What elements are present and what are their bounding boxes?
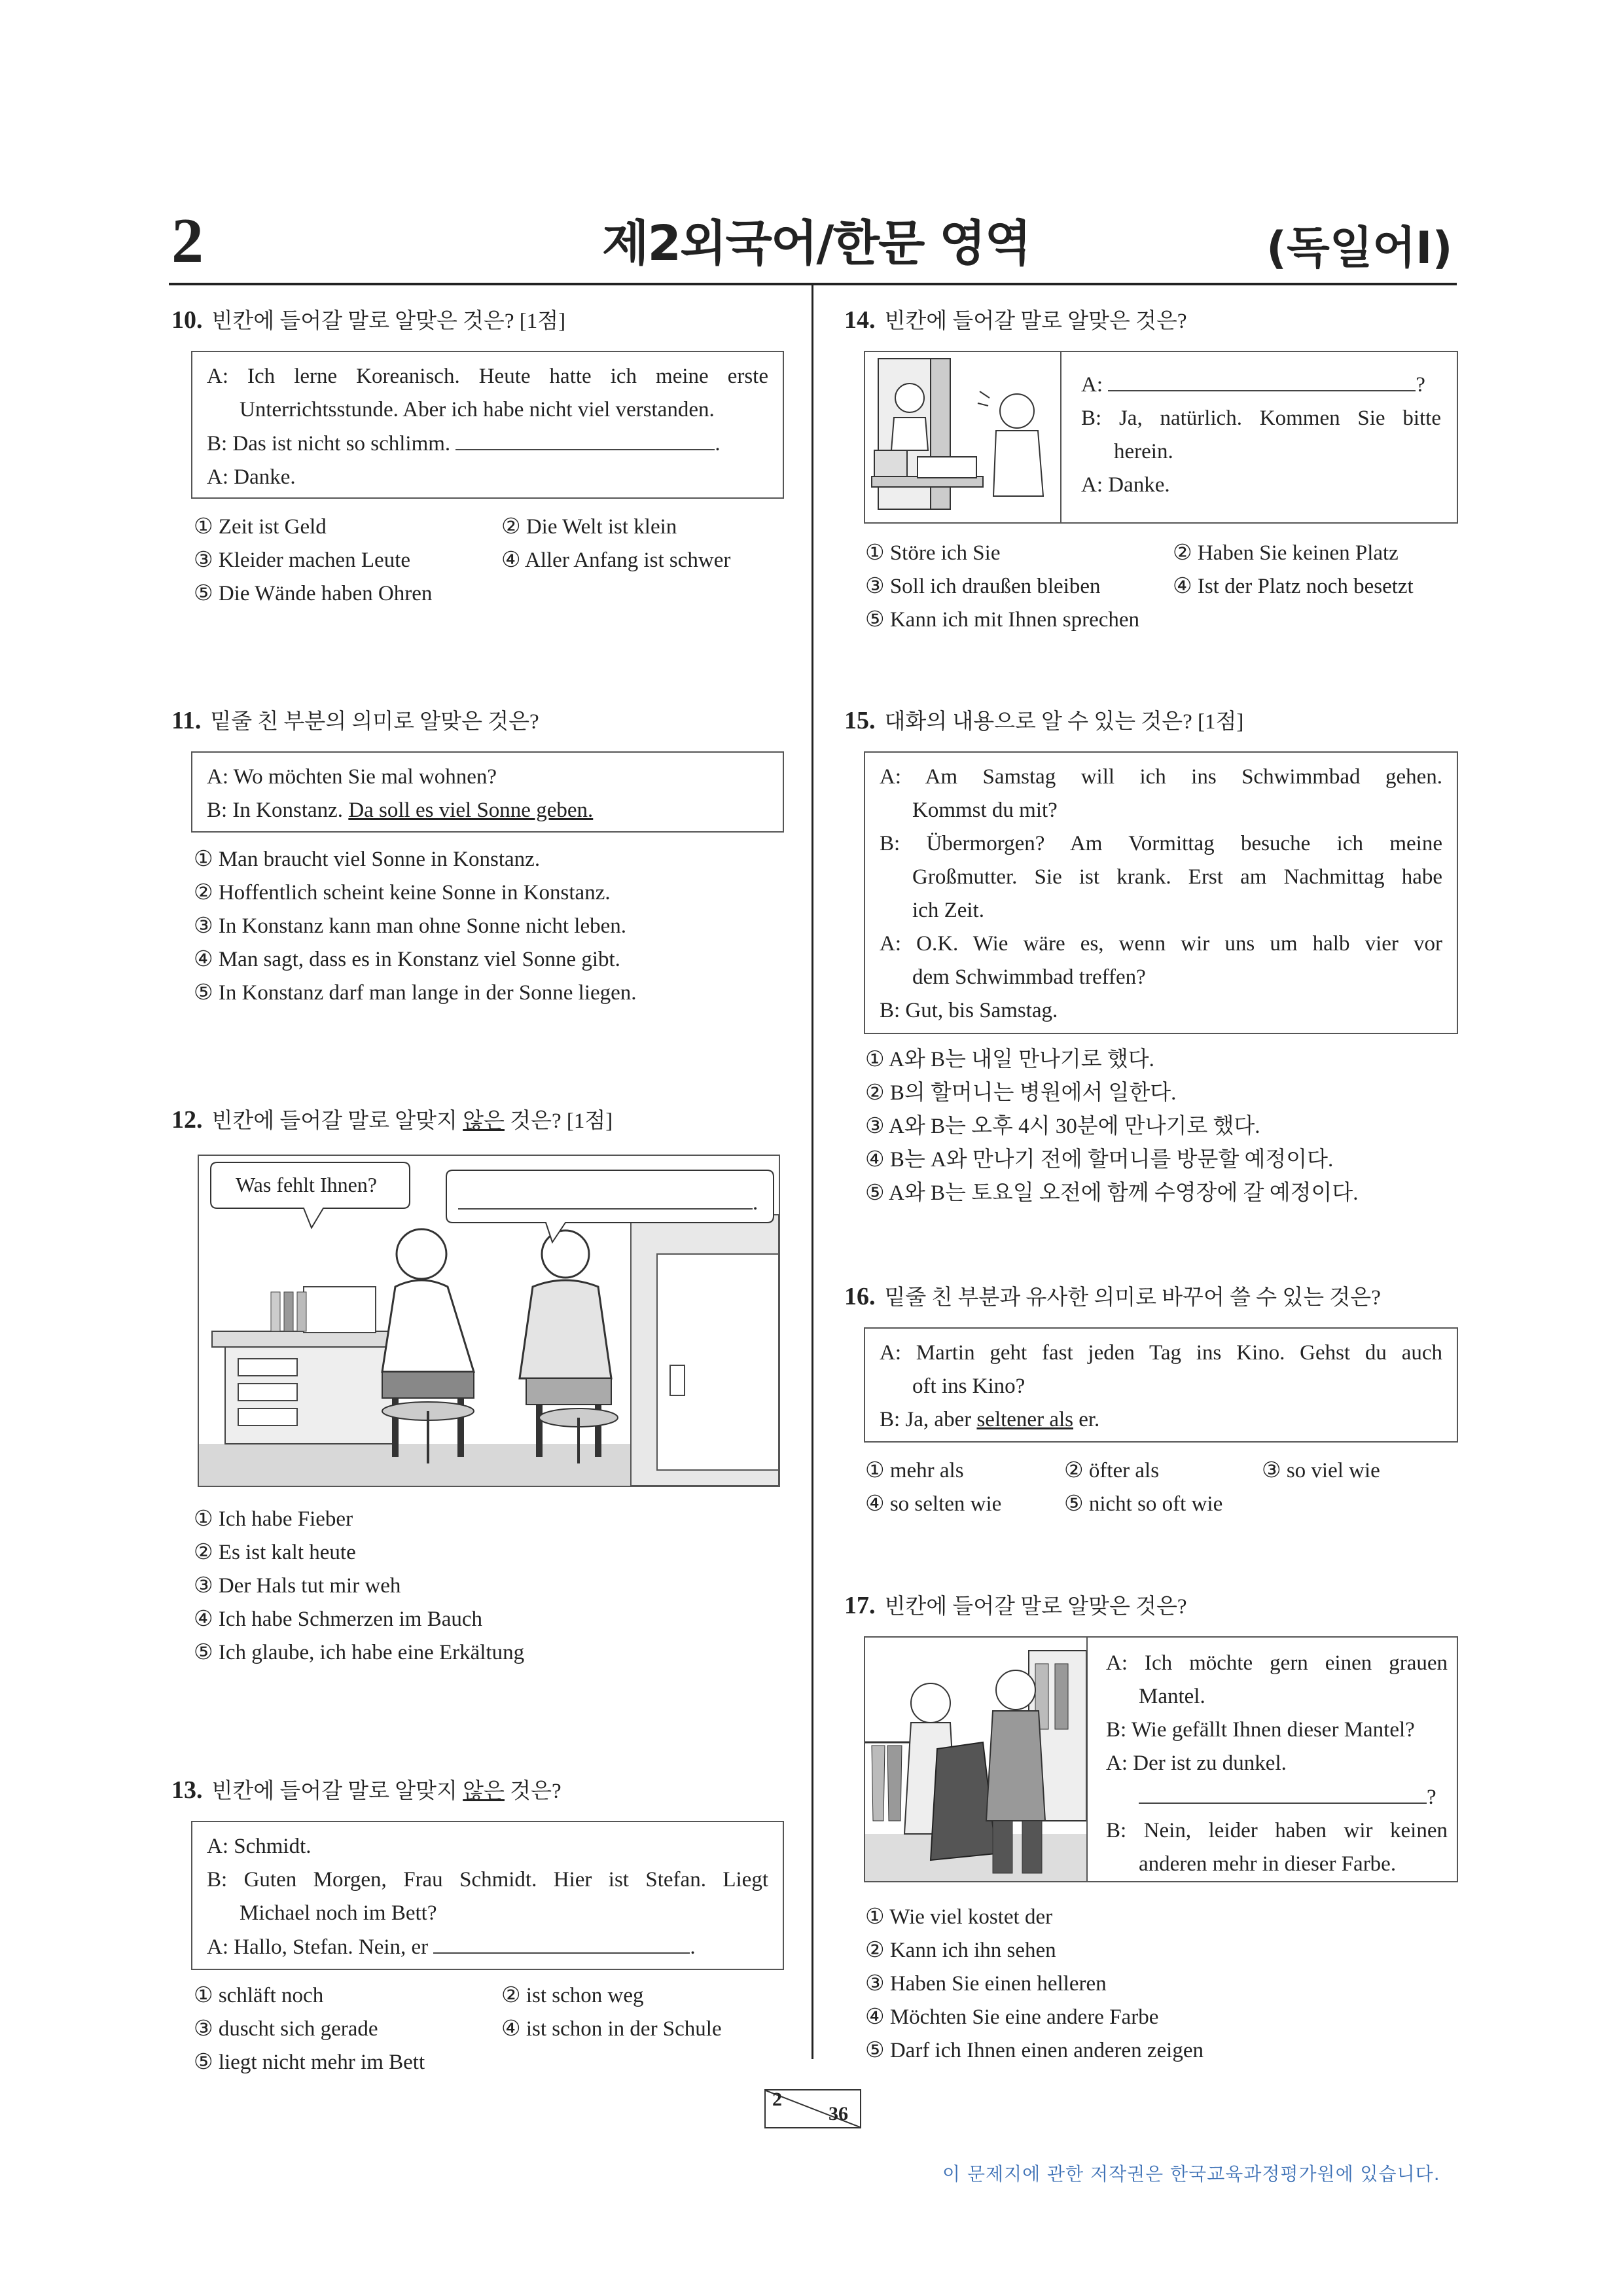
office-visit-drawing (865, 352, 1060, 522)
q17-option-5[interactable]: ⑤ Darf ich Ihnen einen anderen zeigen (865, 2039, 1204, 2062)
page-total: 36 (829, 2103, 848, 2125)
q12-option-2[interactable]: ② Es ist kalt heute (194, 1541, 356, 1564)
q12-option-1[interactable]: ① Ich habe Fieber (194, 1507, 353, 1531)
q14-option-4[interactable]: ④ Ist der Platz noch besetzt (1173, 575, 1414, 598)
q10-option-1[interactable]: ① Zeit ist Geld (194, 515, 327, 539)
q17-blank (1139, 1780, 1427, 1804)
q14-option-5[interactable]: ⑤ Kann ich mit Ihnen sprechen (865, 608, 1140, 632)
q10-option-4[interactable]: ④ Aller Anfang ist schwer (501, 548, 731, 572)
q17-heading: 17. 빈칸에 들어갈 말로 알맞은 것은? (844, 1592, 1187, 1619)
exam-title: 제2외국어/한문 영역 (602, 215, 1031, 272)
page-current: 2 (772, 2089, 782, 2110)
q17-option-4[interactable]: ④ Möchten Sie eine andere Farbe (865, 2005, 1159, 2029)
q15-option-1[interactable]: ① A와 B는 내일 만나기로 했다. (865, 1048, 1154, 1071)
q15-heading: 15. 대화의 내용으로 알 수 있는 것은? [1점] (844, 707, 1244, 734)
q16-heading: 16. 밑줄 친 부분과 유사한 의미로 바꾸어 쓸 수 있는 것은? (844, 1283, 1381, 1310)
q11-dialogue: A: Wo möchten Sie mal wohnen? B: In Konstanz. Da soll es viel Sonne geben. (191, 751, 784, 833)
q13-option-3[interactable]: ③ duscht sich gerade (194, 2017, 378, 2041)
q14-heading: 14. 빈칸에 들어갈 말로 알맞은 것은? (844, 306, 1187, 334)
q13-option-5[interactable]: ⑤ liegt nicht mehr im Bett (194, 2051, 425, 2074)
page-number: 2 (171, 206, 204, 276)
q11-option-2[interactable]: ② Hoffentlich scheint keine Sonne in Konstanz. (194, 881, 611, 905)
q11-option-1[interactable]: ① Man braucht viel Sonne in Konstanz. (194, 848, 541, 871)
q17-illustration-shop (865, 1638, 1088, 1881)
q11-heading: 11. 밑줄 친 부분의 의미로 알맞은 것은? (171, 707, 539, 734)
q10-option-3[interactable]: ③ Kleider machen Leute (194, 548, 411, 572)
q14-option-1[interactable]: ① Störe ich Sie (865, 541, 1001, 565)
q14-dialogue: A: ? B: Ja, natürlich. Kommen Sie bitte herein. A: Danke. (1081, 368, 1441, 502)
q11-option-5[interactable]: ⑤ In Konstanz darf man lange in der Sonne liegen. (194, 981, 637, 1005)
q12-option-5[interactable]: ⑤ Ich glaube, ich habe eine Erkältung (194, 1641, 525, 1664)
q10-blank (455, 427, 715, 450)
q13-option-2[interactable]: ② ist schon weg (501, 1984, 644, 2007)
q16-option-4[interactable]: ④ so selten wie (865, 1492, 1002, 1516)
q12-bubble-patient: . (458, 1186, 758, 1216)
q13-blank (433, 1930, 690, 1954)
q15-dialogue: A: Am Samstag will ich ins Schwimmbad gehen. Kommst du mit? B: Übermorgen? Am Vormittag besuche ich meine Großmutter. Sie ist krank. Erst am Nachmittag habe ich Zeit. A: O.K. Wie wäre es, wenn wir uns um halb vier vor dem Schwimmbad treffen? B: Gut, bis Samstag. (864, 751, 1458, 1034)
exam-subject: (독일어Ⅰ) (1266, 223, 1453, 274)
q13-heading: 13. 빈칸에 들어갈 말로 알맞지 않은 것은? (171, 1776, 562, 1804)
q16-option-1[interactable]: ① mehr als (865, 1459, 964, 1482)
q17-option-2[interactable]: ② Kann ich ihn sehen (865, 1939, 1056, 1962)
q13-option-4[interactable]: ④ ist schon in der Schule (501, 2017, 722, 2041)
q14-option-3[interactable]: ③ Soll ich draußen bleiben (865, 575, 1101, 598)
q10-heading: 10. 빈칸에 들어갈 말로 알맞은 것은? [1점] (171, 306, 566, 334)
q15-option-2[interactable]: ② B의 할머니는 병원에서 일한다. (865, 1081, 1177, 1105)
copyright-notice: 이 문제지에 관한 저작권은 한국교육과정평가원에 있습니다. (942, 2163, 1440, 2185)
q17-dialogue: A: Ich möchte gern einen grauen Mantel. B: Wie gefällt Ihnen dieser Mantel? A: Der ist zu dunkel. ? B: Nein, leider haben wir keinen anderen mehr in dieser Farbe. (1106, 1651, 1448, 1876)
q14-illustration-office (865, 352, 1061, 522)
q12-heading: 12. 빈칸에 들어갈 말로 알맞지 않은 것은? [1점] (171, 1106, 613, 1134)
q10-option-2[interactable]: ② Die Welt ist klein (501, 515, 677, 539)
q11-option-4[interactable]: ④ Man sagt, dass es in Konstanz viel Sonne gibt. (194, 948, 620, 971)
q13-option-1[interactable]: ① schläft noch (194, 1984, 324, 2007)
q12-blank (458, 1186, 753, 1210)
column-divider (812, 285, 813, 2059)
q16-option-2[interactable]: ② öfter als (1064, 1459, 1160, 1482)
q14-option-2[interactable]: ② Haben Sie keinen Platz (1173, 541, 1399, 565)
q15-option-4[interactable]: ④ B는 A와 만나기 전에 할머니를 방문할 예정이다. (865, 1148, 1334, 1172)
q11-underlined: Da soll es viel Sonne geben. (348, 798, 594, 822)
q17-option-3[interactable]: ③ Haben Sie einen helleren (865, 1972, 1107, 1996)
q12-option-4[interactable]: ④ Ich habe Schmerzen im Bauch (194, 1607, 483, 1631)
q10-option-5[interactable]: ⑤ Die Wände haben Ohren (194, 582, 433, 605)
clothing-shop-drawing (865, 1638, 1086, 1881)
q14-blank (1108, 368, 1416, 391)
q15-option-5[interactable]: ⑤ A와 B는 토요일 오전에 함께 수영장에 갈 예정이다. (865, 1181, 1359, 1205)
q13-dialogue: A: Schmidt. B: Guten Morgen, Frau Schmidt. Hier ist Stefan. Liegt Michael noch im Bett? A: Hallo, Stefan. Nein, er . (191, 1821, 784, 1970)
q12-bubble-doctor: Was fehlt Ihnen? (236, 1173, 377, 1196)
q17-option-1[interactable]: ① Wie viel kostet der (865, 1905, 1053, 1929)
q16-option-5[interactable]: ⑤ nicht so oft wie (1064, 1492, 1223, 1516)
q10-dialogue: A: Ich lerne Koreanisch. Heute hatte ich meine erste Unterrichtsstunde. Aber ich habe nicht viel verstanden. B: Das ist nicht so schlimm. . A: Danke. (191, 351, 784, 499)
q16-dialogue: A: Martin geht fast jeden Tag ins Kino. Gehst du auch oft ins Kino? B: Ja, aber seltener als er. (864, 1327, 1458, 1443)
q12-option-3[interactable]: ③ Der Hals tut mir weh (194, 1574, 401, 1598)
q16-underlined: seltener als (976, 1408, 1073, 1431)
q11-option-3[interactable]: ③ In Konstanz kann man ohne Sonne nicht leben. (194, 914, 627, 938)
q16-option-3[interactable]: ③ so viel wie (1262, 1459, 1380, 1482)
q15-option-3[interactable]: ③ A와 B는 오후 4시 30분에 만나기로 했다. (865, 1115, 1260, 1138)
page-counter (764, 2089, 861, 2128)
